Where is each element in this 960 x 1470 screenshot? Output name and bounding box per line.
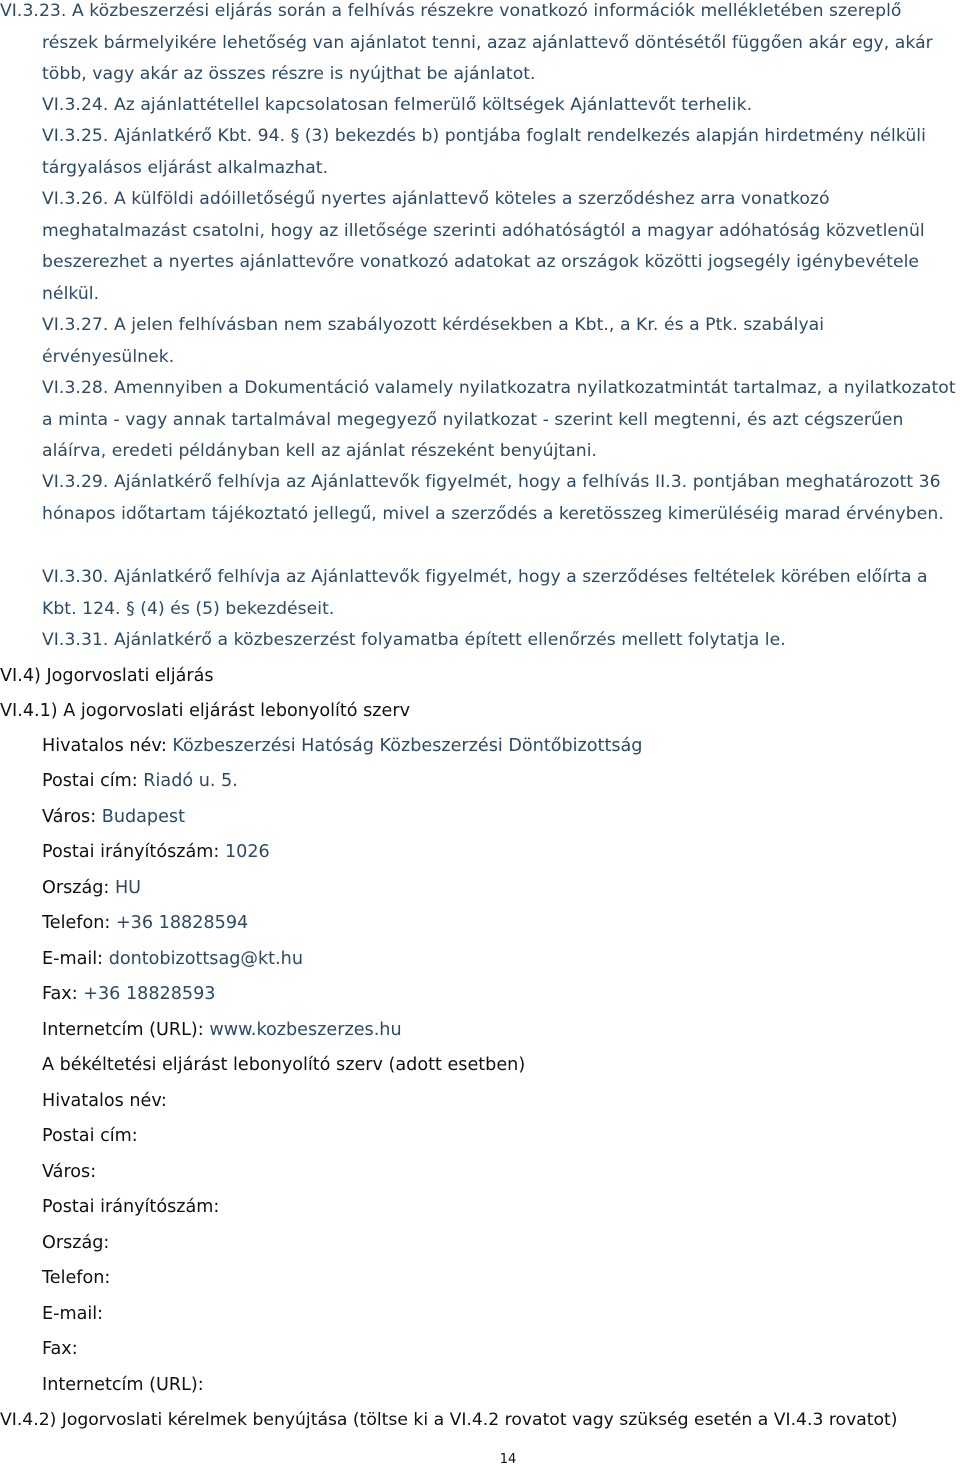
mediation-field-email (42, 1299, 103, 1329)
paragraph-vi-3-29 (42, 467, 958, 530)
paragraph-text: A közbeszerzési eljárás során a felhívás részekre vonatkozó információk mellékletében szereplő részek bármelyikére lehetőség van ajánlatot tenni, azaz ajánlattevő döntésétől függően akár egy, akár több, vagy akár az összes részre is nyújthat be ajánlatot. (42, 1, 933, 84)
subsection-heading-vi-4-2: VI.4.2) Jogorvoslati kérelmek benyújtása (töltse ki a VI.4.2 rovatot vagy szükség esetén a VI.4.3 rovatot) (0, 1410, 898, 1430)
paragraph-number: VI.3.29. (42, 472, 109, 492)
field-value: +36 18828593 (83, 984, 216, 1004)
paragraph-text: A külföldi adóilletőségű nyertes ajánlattevő köteles a szerződéshez arra vonatkozó meghatalmazást csatolni, hogy az illetősége szerinti adóhatóságtól a magyar adóhatóság közvetlenül beszerezhet a nyertes ajánlattevőre vonatkozó adatokat az országok közötti jogsegély igénybevétele nélkül. (42, 189, 925, 304)
paragraph-number: VI.3.28. (42, 378, 109, 398)
field-label: Internetcím (URL): (42, 1375, 204, 1395)
field-value: Budapest (101, 807, 185, 827)
field-label: E-mail: (42, 1304, 104, 1324)
field-label: Város: (42, 1162, 97, 1182)
paragraph-number: VI.3.27. (42, 315, 109, 335)
field-label: E-mail: (42, 949, 109, 969)
field-value: Közbeszerzési Hatóság Közbeszerzési Döntőbizottság (172, 736, 643, 756)
field-value: dontobizottsag@kt.hu (108, 949, 303, 969)
mediation-field-postal-code (42, 1192, 219, 1222)
section-heading-vi-4: VI.4) Jogorvoslati eljárás (0, 666, 214, 686)
mediation-field-telephone (42, 1263, 110, 1293)
field-postal-code (42, 837, 270, 867)
field-official-name (42, 731, 642, 761)
field-label: Postai irányítószám: (42, 842, 225, 862)
field-label: Fax: (42, 1339, 78, 1359)
field-label: Fax: (42, 984, 84, 1004)
mediation-field-city (42, 1157, 96, 1187)
paragraph-text: Ajánlatkérő a közbeszerzést folyamatba épített ellenőrzés mellett folytatja le. (108, 630, 786, 650)
field-value: Riadó u. 5. (143, 771, 238, 791)
paragraph-text: Az ajánlattétellel kapcsolatosan felmerülő költségek Ajánlattevőt terhelik. (108, 95, 753, 115)
field-label: Internetcím (URL): (42, 1020, 210, 1040)
mediation-field-fax (42, 1334, 78, 1364)
field-label: Hivatalos név: (42, 1091, 167, 1111)
paragraph-number: VI.3.24. (42, 95, 109, 115)
mediation-field-postal-address (42, 1121, 138, 1151)
field-url (42, 1015, 402, 1045)
field-country (42, 873, 141, 903)
paragraph-text: Ajánlatkérő felhívja az Ajánlattevők figyelmét, hogy a szerződéses feltételek körében előírta a Kbt. 124. § (4) és (5) bekezdéseit. (42, 567, 928, 619)
mediation-field-official-name (42, 1086, 167, 1116)
paragraph-number: VI.3.31. (42, 630, 109, 650)
paragraph-vi-3-30 (42, 562, 958, 625)
field-label: Postai cím: (42, 771, 144, 791)
field-postal-address (42, 766, 238, 796)
paragraph-vi-3-25 (42, 121, 958, 184)
paragraph-number: VI.3.26. (42, 189, 109, 209)
field-value: 1026 (224, 842, 270, 862)
paragraph-number: VI.3.25. (42, 126, 109, 146)
subsection-heading-vi-4-1: VI.4.1) A jogorvoslati eljárást lebonyolító szerv (0, 701, 411, 721)
field-label: Telefon: (42, 1268, 111, 1288)
paragraph-number: VI.3.23. (0, 1, 67, 21)
field-city (42, 802, 185, 832)
field-value: HU (114, 878, 142, 898)
paragraph-vi-3-24 (42, 90, 958, 122)
paragraph-text: Ajánlatkérő Kbt. 94. § (3) bekezdés b) pontjába foglalt rendelkezés alapján hirdetmény nélküli tárgyalásos eljárást alkalmazhat. (42, 126, 926, 178)
paragraph-vi-3-28 (42, 373, 958, 468)
paragraph-text: Amennyiben a Dokumentáció valamely nyilatkozatra nyilatkozatmintát tartalmaz, a nyilatkozatot a minta - vagy annak tartalmával megegyező nyilatkozat - szerint kell megtenni, és azt cégszerűen aláírva, eredeti példányban kell az ajánlat részeként benyújtani. (42, 378, 956, 461)
field-label: Telefon: (42, 913, 116, 933)
field-label: Város: (42, 807, 102, 827)
field-label: Hivatalos név: (42, 736, 173, 756)
field-label: Postai cím: (42, 1126, 138, 1146)
paragraph-text: Ajánlatkérő felhívja az Ajánlattevők figyelmét, hogy a felhívás II.3. pontjában meghatározott 36 hónapos időtartam tájékoztató jellegű, mivel a szerződés a keretösszeg kimerüléséig marad érvényben. (42, 472, 944, 524)
field-value: +36 18828594 (115, 913, 249, 933)
paragraph-vi-3-31 (42, 625, 958, 657)
field-fax (42, 979, 216, 1009)
paragraph-vi-3-23 (0, 0, 958, 91)
field-label: Ország: (42, 1233, 110, 1253)
field-label: Postai irányítószám: (42, 1197, 220, 1217)
mediation-field-country (42, 1228, 109, 1258)
mediation-body-heading: A békéltetési eljárást lebonyolító szerv (adott esetben) (42, 1055, 526, 1075)
field-value: www.kozbeszerzes.hu (209, 1020, 402, 1040)
mediation-field-url (42, 1370, 204, 1400)
paragraph-vi-3-27 (42, 310, 958, 373)
field-email (42, 944, 303, 974)
page-number: 14 (499, 1452, 517, 1467)
paragraph-text: A jelen felhívásban nem szabályozott kérdésekben a Kbt., a Kr. és a Ptk. szabályai érvényesülnek. (42, 315, 825, 367)
paragraph-vi-3-26 (42, 184, 958, 310)
field-telephone (42, 908, 248, 938)
paragraph-number: VI.3.30. (42, 567, 109, 587)
field-label: Ország: (42, 878, 115, 898)
